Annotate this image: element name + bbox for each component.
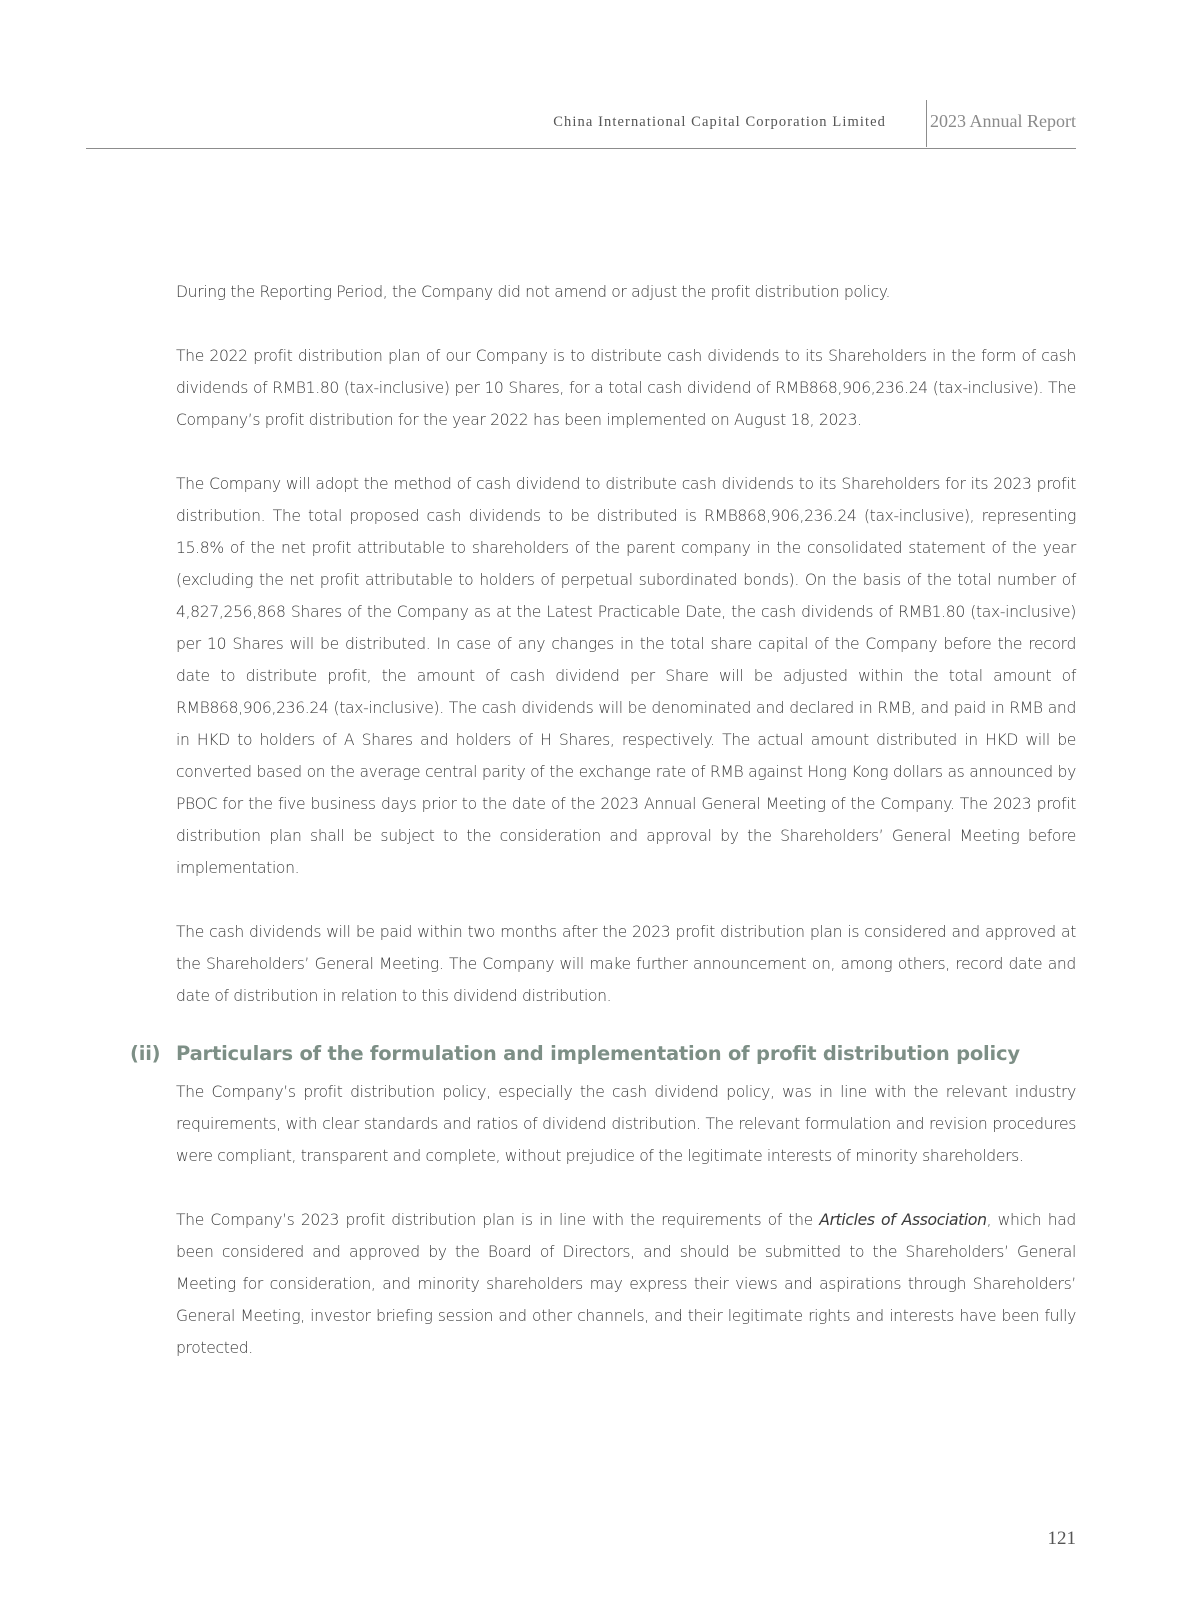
paragraph-policy-compliance: The Company’s profit distribution policy, especially the cash dividend policy, was in line with the relevant industry requirements, with clear standards and ratios of dividend distribution. The relevant formulation and revision procedures were compliant, transparent and complete, without prejudice of the legitimate interests of minority shareholders.: [176, 1083, 1076, 1165]
paragraph-2023-distribution: The Company will adopt the method of cash dividend to distribute cash dividends to its Shareholders for its 2023 profit distribution. The total proposed cash dividends to be distributed is RMB868,906,236.24 (tax-inclusive), representing 15.8% of the net profit attributable to shareholders of the parent company in the consolidated statement of the year (excluding the net profit attributable to holders of perpetual subordinated bonds). On the basis of the total number of 4,827,256,868 Shares of the Company as at the Latest Practicable Date, the cash dividends of RMB1.80 (tax-inclusive) per 10 Shares will be distributed. In case of any changes in the total share capital of the Company before the record date to distribute profit, the amount of cash dividend per Share will be adjusted within the total amount of RMB868,906,236.24 (tax-inclusive). The cash dividends will be denominated and declared in RMB, and paid in RMB and in HKD to holders of A Shares and holders of H Shares, respectively. The actual amount distributed in HKD will be converted based on the average central parity of the exchange rate of RMB against Hong Kong dollars as announced by PBOC for the five business days prior to the date of the 2023 Annual General Meeting of the Company. The 2023 profit distribution plan shall be subject to the consideration and approval by the Shareholders’ General Meeting before implementation.: [176, 475, 1076, 877]
header-divider: [926, 100, 927, 147]
header-company-name: China International Capital Corporation Limited: [553, 114, 886, 130]
running-header: [86, 100, 1076, 149]
text-segment: , which had been considered and approved by the Board of Directors, and should be submitted to the Shareholders’ General Meeting for consideration, and minority shareholders may express their views and aspirations through Shareholders’ General Meeting, investor briefing session and other channels, and their legitimate rights and interests have been fully protected.: [176, 1211, 1076, 1357]
section-heading: [130, 1040, 1076, 1068]
section-title: Particulars of the formulation and implementation of profit distribution policy: [176, 1042, 1020, 1065]
section-number: (ii): [130, 1042, 161, 1065]
text-segment: The Company’s 2023 profit distribution plan is in line with the requirements of the: [176, 1211, 820, 1229]
paragraph-payment-timing: The cash dividends will be paid within two months after the 2023 profit distribution plan is considered and approved at the Shareholders’ General Meeting. The Company will make further announcement on, among others, record date and date of distribution in relation to this dividend distribution.: [176, 923, 1076, 1005]
paragraph-2023-plan-approval: [176, 1204, 1076, 1364]
paragraph-2022-distribution: The 2022 profit distribution plan of our Company is to distribute cash dividends to its Shareholders in the form of cash dividends of RMB1.80 (tax-inclusive) per 10 Shares, for a total cash dividend of RMB868,906,236.24 (tax-inclusive). The Company’s profit distribution for the year 2022 has been implemented on August 18, 2023.: [176, 347, 1076, 429]
page-number: 121: [1047, 1528, 1076, 1549]
articles-of-association-title: Articles of Association: [819, 1211, 987, 1229]
header-report-title: 2023 Annual Report: [930, 111, 1076, 131]
page-content: [130, 276, 1076, 1364]
paragraph-policy-unchanged: During the Reporting Period, the Company did not amend or adjust the profit distribution policy.: [176, 283, 891, 301]
